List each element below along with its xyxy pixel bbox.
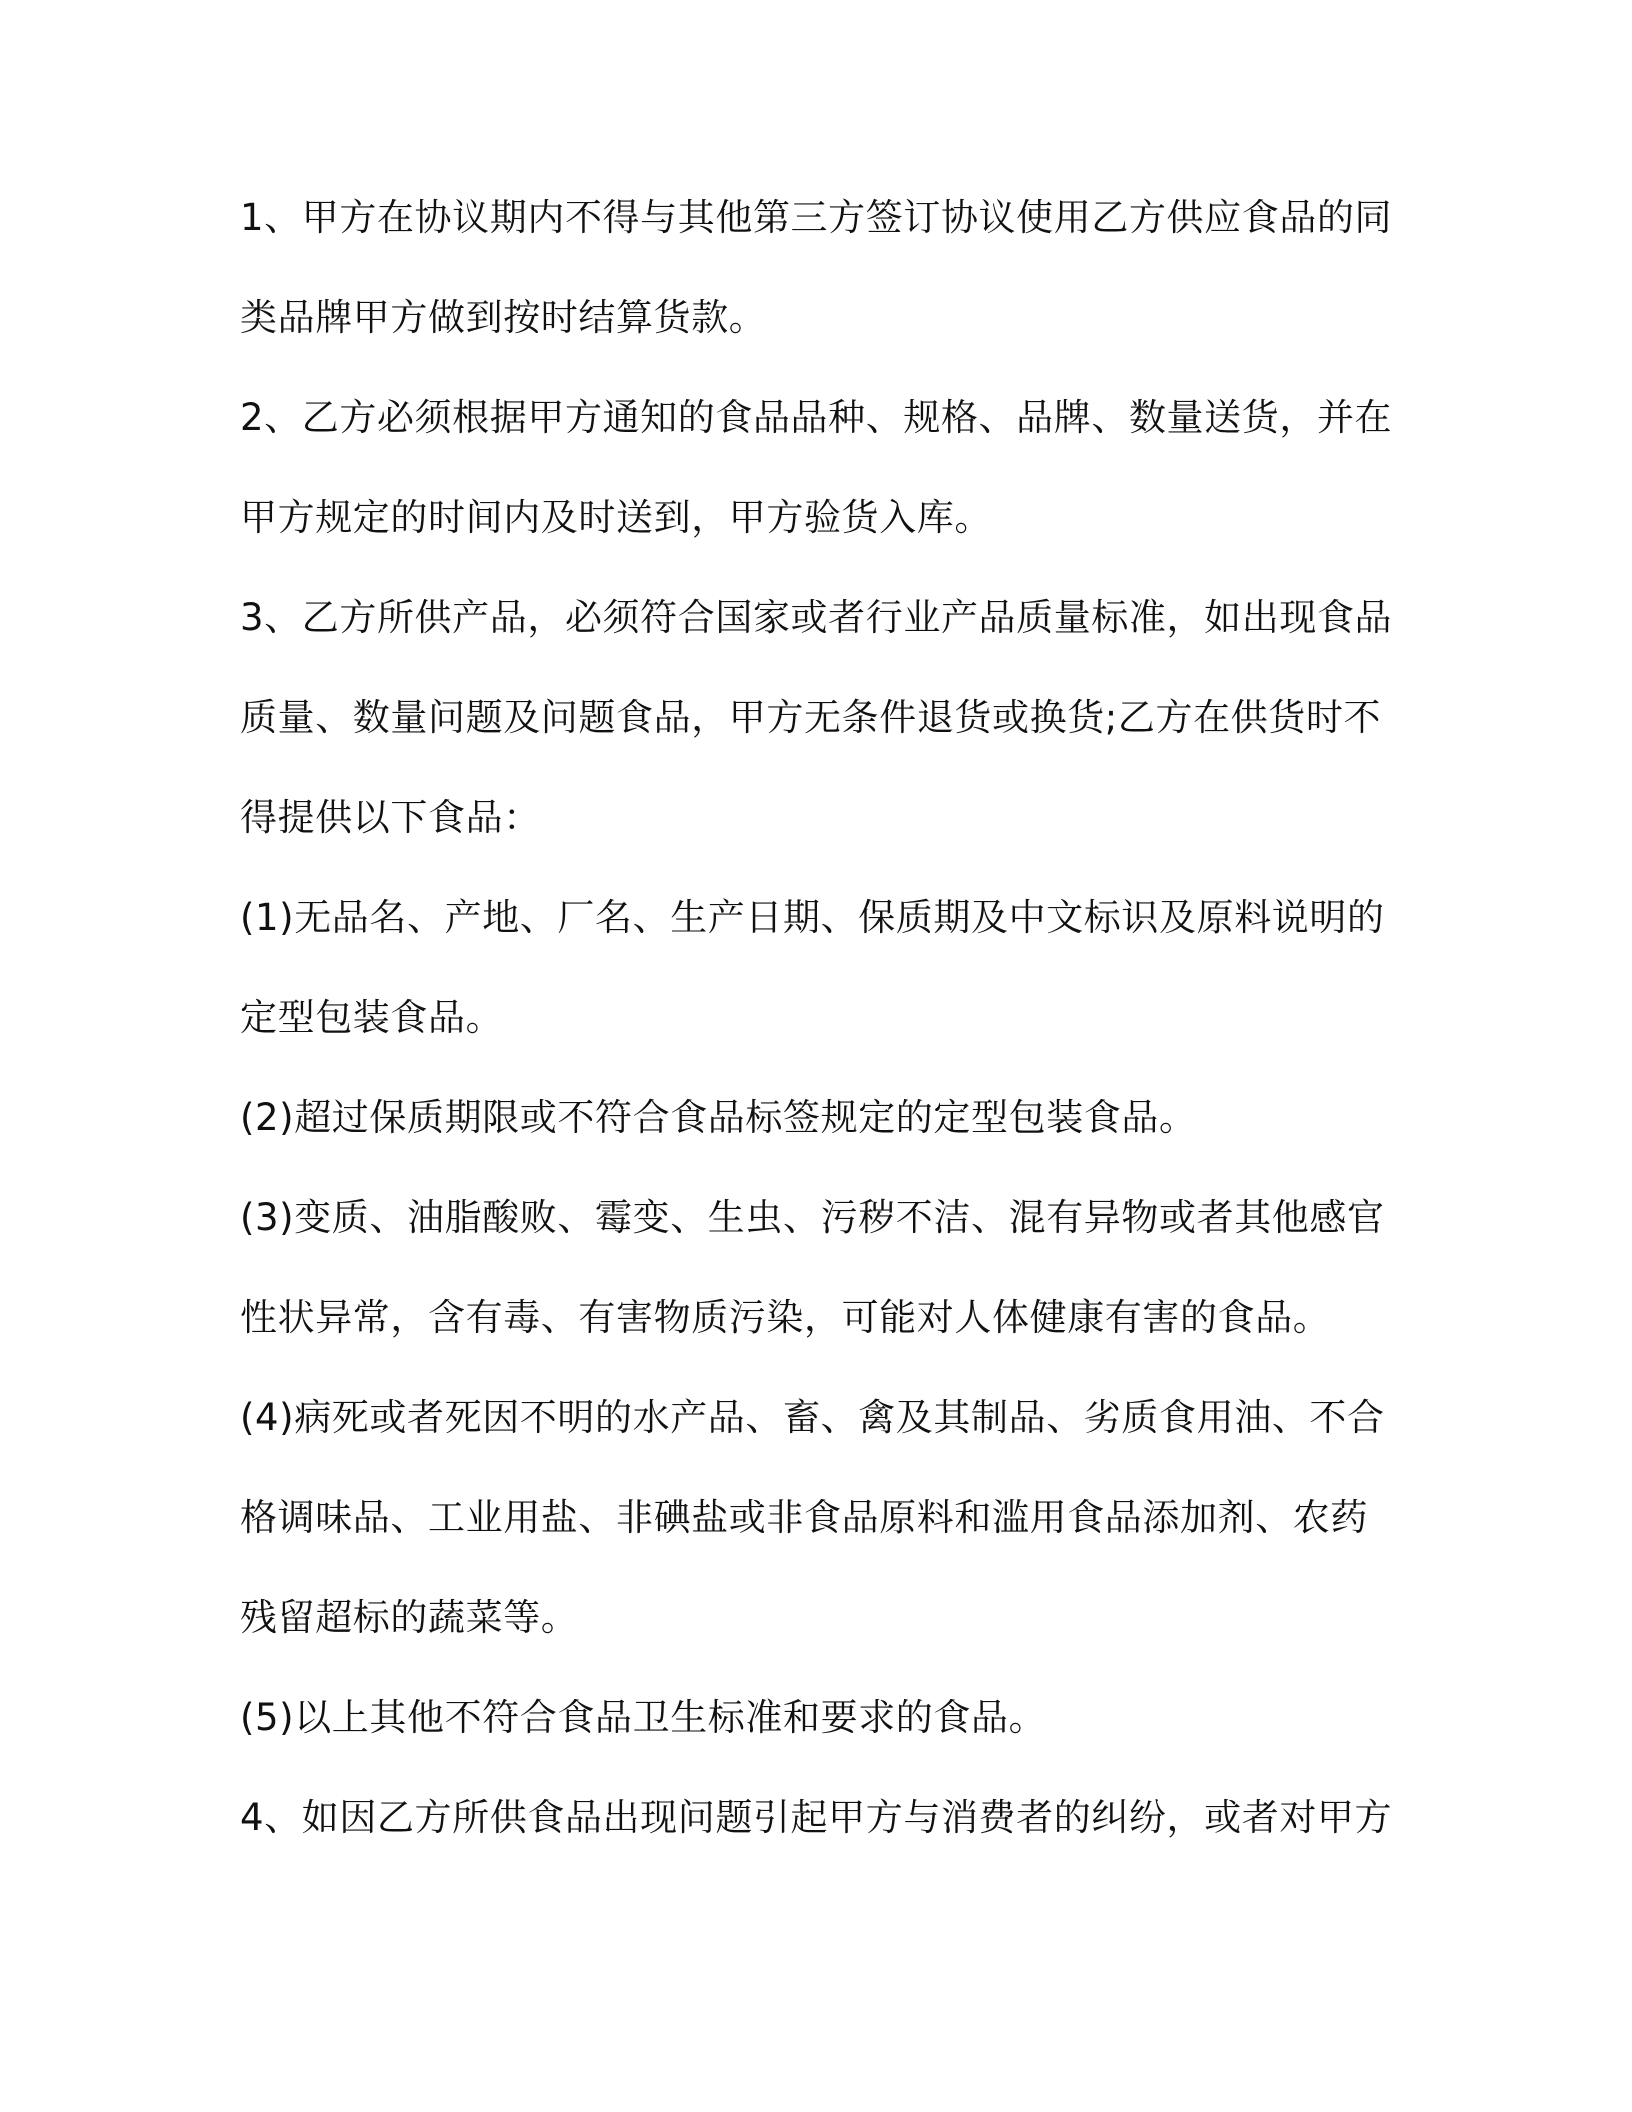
clause-2-line-1: 2、乙方必须根据甲方通知的食品品种、规格、品牌、数量送货，并在 (240, 396, 1393, 439)
clause-3-line-1: 3、乙方所供产品，必须符合国家或者行业产品质量标准，如出现食品 (240, 596, 1393, 639)
clause-1-line-1: 1、甲方在协议期内不得与其他第三方签订协议使用乙方供应食品的同 (240, 196, 1393, 239)
item-5-line-1: (5)以上其他不符合食品卫生标准和要求的食品。 (240, 1696, 1047, 1739)
clause-2-line-2: 甲方规定的时间内及时送到，甲方验货入库。 (240, 496, 992, 539)
clause-1-line-2: 类品牌甲方做到按时结算货款。 (240, 296, 767, 339)
item-4-line-2: 格调味品、工业用盐、非碘盐或非食品原料和滥用食品添加剂、农药 (240, 1496, 1368, 1539)
item-2-line-1: (2)超过保质期限或不符合食品标签规定的定型包装食品。 (240, 1096, 1197, 1139)
item-3-line-1: (3)变质、油脂酸败、霉变、生虫、污秽不洁、混有异物或者其他感官 (240, 1196, 1385, 1239)
clause-4-line-1: 4、如因乙方所供食品出现问题引起甲方与消费者的纠纷，或者对甲方 (240, 1796, 1393, 1839)
item-4-line-1: (4)病死或者死因不明的水产品、畜、禽及其制品、劣质食用油、不合 (240, 1396, 1385, 1439)
item-4-line-3: 残留超标的蔬菜等。 (240, 1596, 579, 1639)
clause-3-line-3: 得提供以下食品： (240, 796, 541, 839)
item-3-line-2: 性状异常，含有毒、有害物质污染，可能对人体健康有害的食品。 (240, 1296, 1331, 1339)
item-1-line-2: 定型包装食品。 (240, 996, 504, 1039)
clause-3-line-2: 质量、数量问题及问题食品，甲方无条件退货或换货;乙方在供货时不 (240, 696, 1382, 739)
item-1-line-1: (1)无品名、产地、厂名、生产日期、保质期及中文标识及原料说明的 (240, 896, 1385, 939)
